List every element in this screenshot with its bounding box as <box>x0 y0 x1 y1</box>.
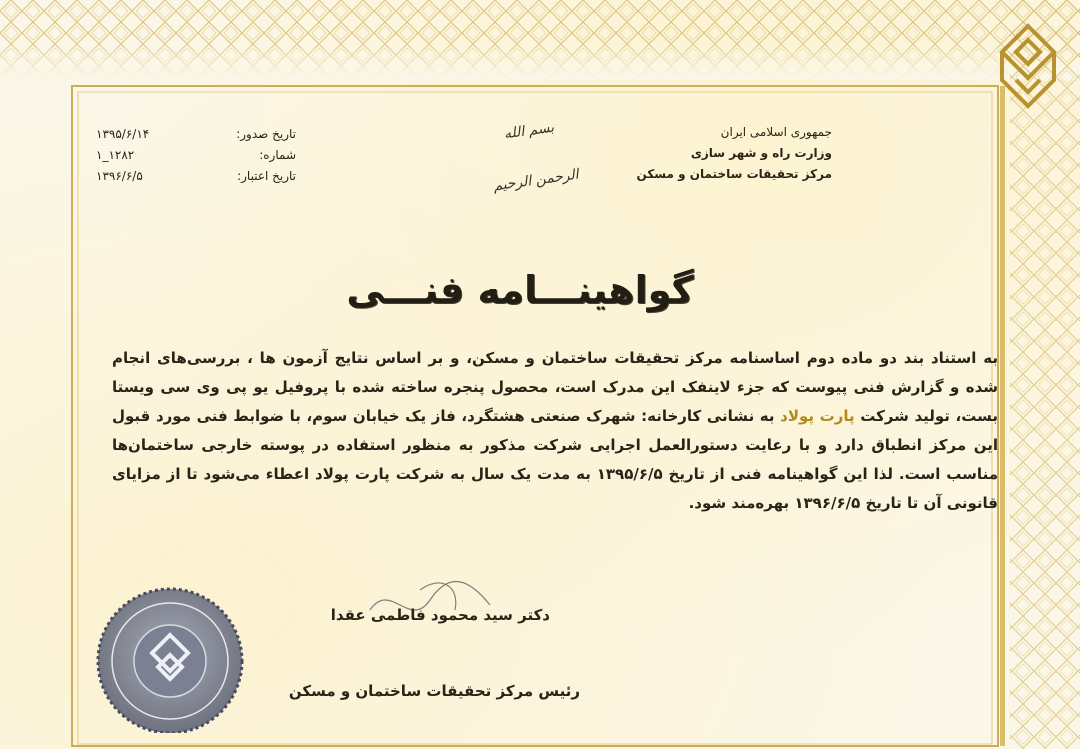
center-name: مرکز تحقیقات ساختمان و مسکن <box>636 167 832 181</box>
signer-name: دکتر سید محمود فاطمی عقدا <box>330 606 550 624</box>
bismillah-calligraphy: بسم الله الرحمن الرحیم <box>492 119 580 195</box>
ministry-name: وزارت راه و شهر سازی <box>690 146 832 160</box>
validity-date-row <box>96 166 296 187</box>
issue-date-row <box>96 124 296 145</box>
country-name: جمهوری اسلامی ایران <box>720 125 832 139</box>
number-row <box>96 145 296 166</box>
company-name: پارت پولاد <box>780 407 855 425</box>
issue-date-value: ۱۳۹۵/۶/۱۴ <box>96 127 150 141</box>
number-label: شماره: <box>259 148 296 162</box>
validity-date-label: تاریخ اعتبار: <box>237 169 296 183</box>
body-part-2: به نشانی کارخانه: شهرک صنعتی هشتگرد، فاز یک خیابان سوم، با ضوابط فنی مورد قبول این مرکز انطباق دارد و با رعایت دستورالعمل اجرایی شرکت مذکور به منظور استفاده در پوسته خارجی ساختمان‌ها مناسب است. لذا این گواهینامه فنی از تاریخ ۱۳۹۵/۶/۵ به مدت یک سال به شرکت پارت پولاد اعطاء می‌شود تا از مزایای قانونی آن تا تاریخ ۱۳۹۶/۶/۵ بهره‌مند شود. <box>112 407 998 512</box>
validity-date-value: ۱۳۹۶/۶/۵ <box>96 169 143 183</box>
signature-scribble <box>360 570 510 640</box>
issue-date-label: تاریخ صدور: <box>236 127 296 141</box>
official-seal <box>86 583 254 733</box>
body-part-1: به استناد بند دو ماده دوم اساسنامه مرکز تحقیقات ساختمان و مسکن، و بر اساس نتایج آزمون ها ، بررسی‌های انجام شده و گزارش فنی پیوست که جزء لاینفک این مدرک است، محصول پنجره ساخته شده با پروفیل یو پی وی سی ویستا بست، تولید شرکت <box>112 349 998 425</box>
issuer-heading <box>632 122 832 185</box>
certificate-meta <box>96 124 296 187</box>
footnote-text <box>470 736 1030 748</box>
corner-knot-logo <box>996 22 1060 112</box>
certificate-body <box>112 344 998 518</box>
certificate-title: گواهینـــامه فنـــی <box>346 268 694 312</box>
signer-position: رئیس مرکز تحقیقات ساختمان و مسکن <box>288 682 580 700</box>
number-value: ۱۲۸۲_۱ <box>96 148 135 162</box>
